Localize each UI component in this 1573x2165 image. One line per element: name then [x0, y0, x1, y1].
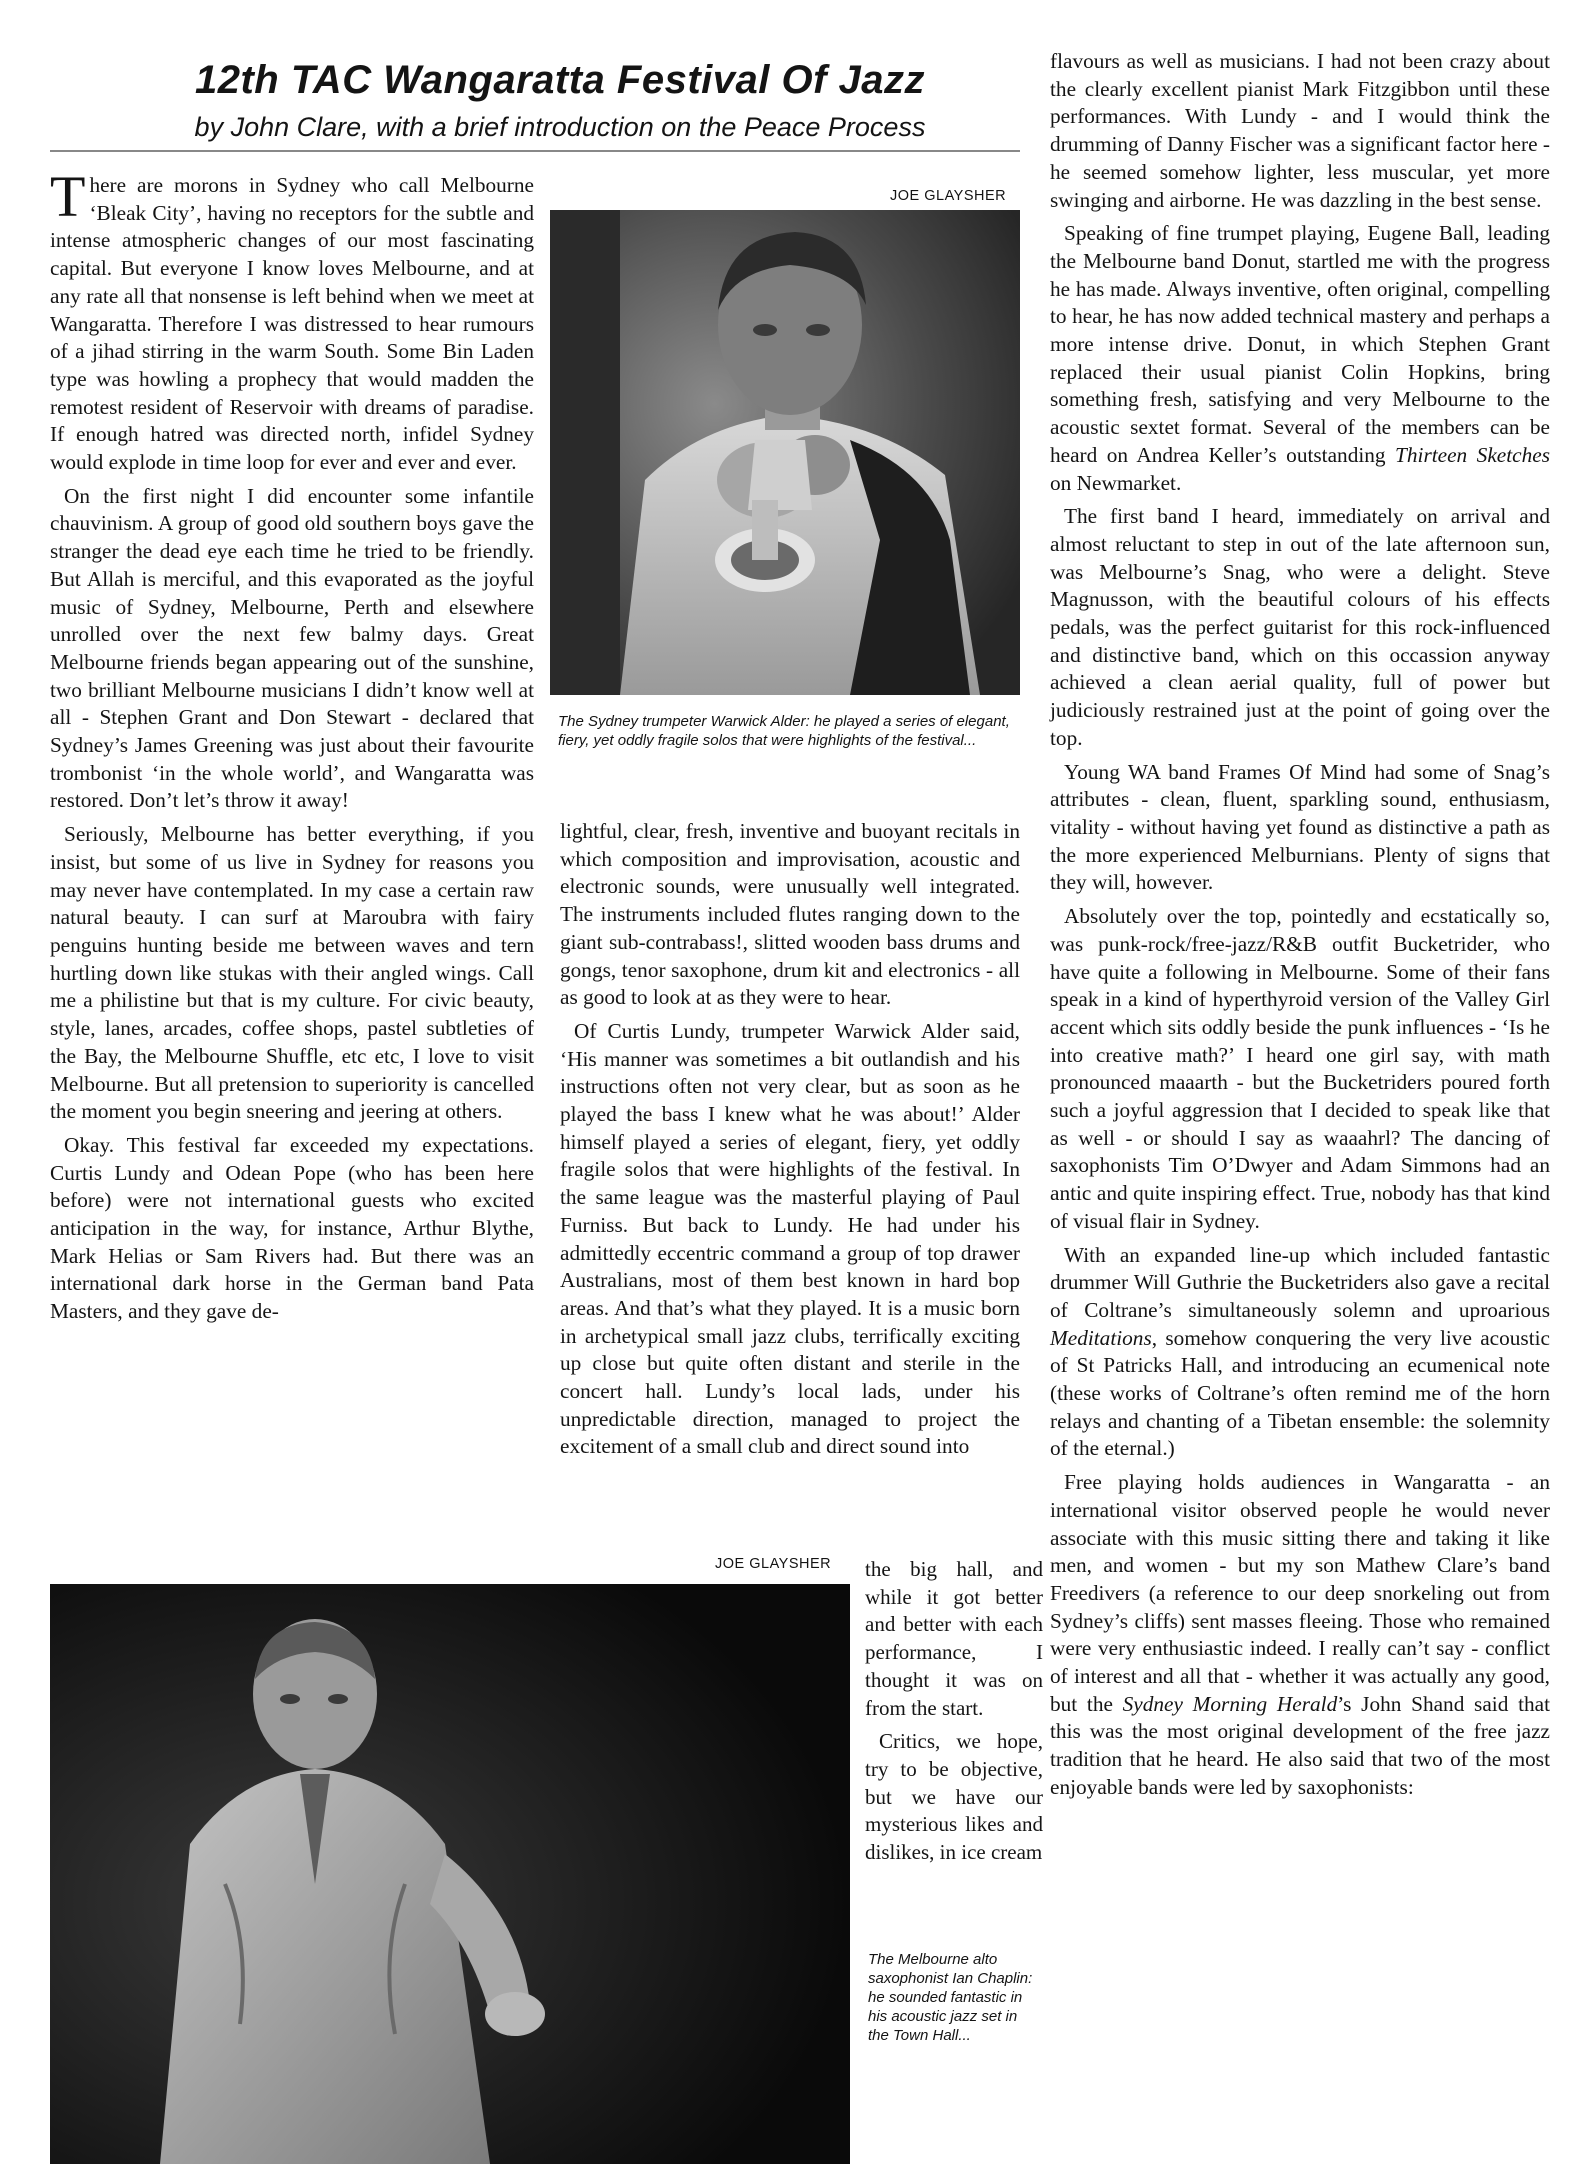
paragraph: Okay. This festival far exceeded my expectations. Curtis Lundy and Odean Pope (who has been here before) were not international guests who excited anticipation in the way, for instance, Arthur Blythe, Mark Helias or Sam Rivers had. But there was an international dark horse in the German band Pata Masters, and they gave de-	[50, 1132, 534, 1324]
drop-cap: T	[50, 164, 86, 229]
paragraph: The first band I heard, immediately on arrival and almost reluctant to step in out of the late afternoon sun, was Melbourne’s Snag, who were a delight. Steve Magnusson, with the beautiful colours of his effects pedals, was the perfect guitarist for this rock-influenced and distinctive band, which on this occassion anyway achieved a clean aerial quality, full of power but judiciously restrained just at the point of going over the top.	[1050, 504, 1550, 750]
work-title: Meditations	[1050, 1325, 1152, 1350]
paragraph	[50, 164, 534, 477]
column-1	[50, 164, 534, 1326]
paragraph-text: , somehow conquering the very live acoustic of St Patricks Hall, and introducing an ecumenical note (these works of Coltrane’s often remind me of the horn relays and chanting of a Tibetan ensemble: the solemnity of the eternal.)	[1050, 1325, 1550, 1461]
paragraph-text: Free playing holds audiences in Wangaratta - an international visitor observed people he would never associate with this music sitting there and taking it like men, and women - but my son Mathew Clare’s band Freedivers (a reference to our deep snorkeling out from Sydney’s cliffs) sent masses fleeing. Those who remained were very enthusiastic indeed. I really can’t say - conflict of interest and all that - whether it was actually any good, but the	[1050, 1470, 1550, 1716]
paragraph	[1050, 1469, 1550, 1801]
newspaper-title: Sydney Morning Herald	[1122, 1691, 1338, 1716]
paragraph-text: on Newmarket.	[1050, 470, 1182, 495]
header-rule	[50, 150, 1020, 152]
paragraph: Of Curtis Lundy, trumpeter Warwick Alder said, ‘His manner was sometimes a bit outlandish and his instructions often not very clear, but as soon as he played the bass I knew what he was about!’ Alder himself played a series of elegant, fiery, yet oddly fragile solos that were highlights of the festival. In the same league was the masterful playing of Paul Furniss. But back to Lundy. He had under his admittedly eccentric command a group of top drawer Australians, most of them best known in hard bop areas. And that’s what they played. It is a music born in archetypical small jazz clubs, terrifically exciting up close but quite often distant and sterile in the concert hall. Lundy’s local lads, under his unpredictable direction, managed to project the excitement of a small club and direct sound into	[560, 1018, 1020, 1459]
paragraph: Young WA band Frames Of Mind had some of Snag’s attributes - clean, fluent, sparkling sound, enthusiasm, vitality - without having yet found as distinctive a path as the more experienced Melburnians. Plenty of signs that they will, however.	[1050, 759, 1550, 895]
headline: 12th TAC Wangaratta Festival Of Jazz	[194, 58, 926, 102]
paragraph: the big hall, and while it got better and better with each performance, I thought it was on from the start.	[865, 1557, 1043, 1720]
paragraph	[1050, 220, 1550, 497]
column-3	[1050, 48, 1550, 1802]
trumpeter-photo	[550, 210, 1020, 695]
paragraph-text: Speaking of fine trumpet playing, Eugene Ball, leading the Melbourne band Donut, startled me with the progress he has made. Always inventive, often original, compelling to hear, he has now added technical mastery and perhaps a more intense drive. Donut, in which Stephen Grant replaced their usual pianist Colin Hopkins, bring something fresh, satisfying and very Melbourne to the acoustic sextet format. Several of the members can be heard on Andrea Keller’s outstanding	[1050, 221, 1550, 467]
album-title: Thirteen Sketches	[1395, 442, 1550, 467]
paragraph: On the first night I did encounter some infantile chauvinism. A group of good old southern boys gave the stranger the dead eye each time he tried to be friendly. But Allah is merciful, and this evaporated as the joyful music of Sydney, Melbourne, Perth and elsewhere unrolled over the next few balmy days. Great Melbourne friends began appearing out of the sunshine, two brilliant Melbourne musicians I didn’t know well at all - Stephen Grant and Don Stewart - declared that Sydney’s James Greening was just about their favourite trombonist ‘in the whole world’, and Wangaratta was restored. Don’t let’s throw it away!	[50, 483, 534, 813]
column-2-narrow	[865, 1556, 1043, 1867]
photo-caption: The Melbourne alto saxophonist Ian Chaplin: he sounded fantastic in his acoustic jazz set in the Town Hall...	[868, 1951, 1033, 2044]
paragraph: Absolutely over the top, pointedly and ecstatically so, was punk-rock/free-jazz/R&B outfit Bucketrider, who have quite a following in Melbourne. Some of their fans speak in a kind of hyperthyroid version of the Valley Girl accent which sits oddly beside the punk influences - ‘Is he into creative math?’ I heard one girl say, with math pronounced maaarth - but the Bucketriders poured forth such a joyful aggression that I decided to speak like that as well - or should I say as waaahrl? The dancing of saxophonists Tim O’Dwyer and Adam Simmons had an antic and quite inspiring effect. True, nobody has that kind of visual flair in Sydney.	[1050, 904, 1550, 1233]
paragraph: Critics, we hope, try to be objective, but we have our mysterious likes and dislikes, in ice cream	[865, 1729, 1043, 1865]
saxophonist-photo	[50, 1584, 850, 2164]
paragraph-text: With an expanded line-up which included fantastic drummer Will Guthrie the Bucketriders also gave a recital of Coltrane’s simultaneously solemn and uproarious	[1050, 1242, 1550, 1322]
paragraph-text: ’s John Shand said that this was the most original development of the free jazz tradition that he heard. He also said that two of the most enjoyable bands were led by saxophonists:	[1050, 1691, 1550, 1799]
paragraph: lightful, clear, fresh, inventive and buoyant recitals in which composition and improvisation, acoustic and electronic sounds, were unusually well integrated. The instruments included flutes ranging down to the giant sub-contrabass!, slitted wooden bass drums and gongs, tenor saxophone, drum kit and electronics - all as good to look at as they were to hear.	[560, 819, 1020, 1010]
paragraph	[1050, 1242, 1550, 1464]
photo-credit: JOE GLAYSHER	[890, 188, 1007, 204]
byline: by John Clare, with a brief introduction on the Peace Process	[194, 112, 926, 142]
paragraph: Seriously, Melbourne has better everything, if you insist, but some of us live in Sydney for reasons you may never have contemplated. In my case a certain raw natural beauty. I can surf at Maroubra with fairy penguins hunting beside me between waves and tern hurtling down like stukas with their angled wings. Call me a philistine but that is my culture. For civic beauty, style, lanes, arcades, coffee shops, pastel subtleties of the Bay, the Melbourne Shuffle, etc etc, I love to visit Melbourne. But all pretension to superiority is cancelled the moment you begin sneering and jeering at others.	[50, 822, 534, 1124]
paragraph-text: here are morons in Sydney who call Melbourne ‘Bleak City’, having no receptors for the subtle and intense atmospheric changes of our most fascinating capital. But everyone I know loves Melbourne, and at any rate all that nonsense is left behind when we meet at Wangaratta. Therefore I was distressed to hear rumours of a jihad stirring in the warm South. Some Bin Laden type was howling a prophecy that would madden the remotest resident of Reservoir with dreams of paradise. If enough hatred was directed north, infidel Sydney would explode in time loop for ever and ever and ever.	[50, 173, 534, 475]
column-2	[560, 818, 1020, 1461]
photo-caption: The Sydney trumpeter Warwick Alder: he played a series of elegant, fiery, yet oddly fragile solos that were highlights of the festival...	[558, 713, 1010, 749]
photo-credit: JOE GLAYSHER	[715, 1556, 832, 1572]
paragraph: flavours as well as musicians. I had not been crazy about the clearly excellent pianist Mark Fitzgibbon until these performances. With Lundy - and I would think the drumming of Danny Fischer was a significant factor here - he seemed somehow lighter, less muscular, yet more swinging and airborne. He was dazzling in the best sense.	[1050, 49, 1550, 212]
